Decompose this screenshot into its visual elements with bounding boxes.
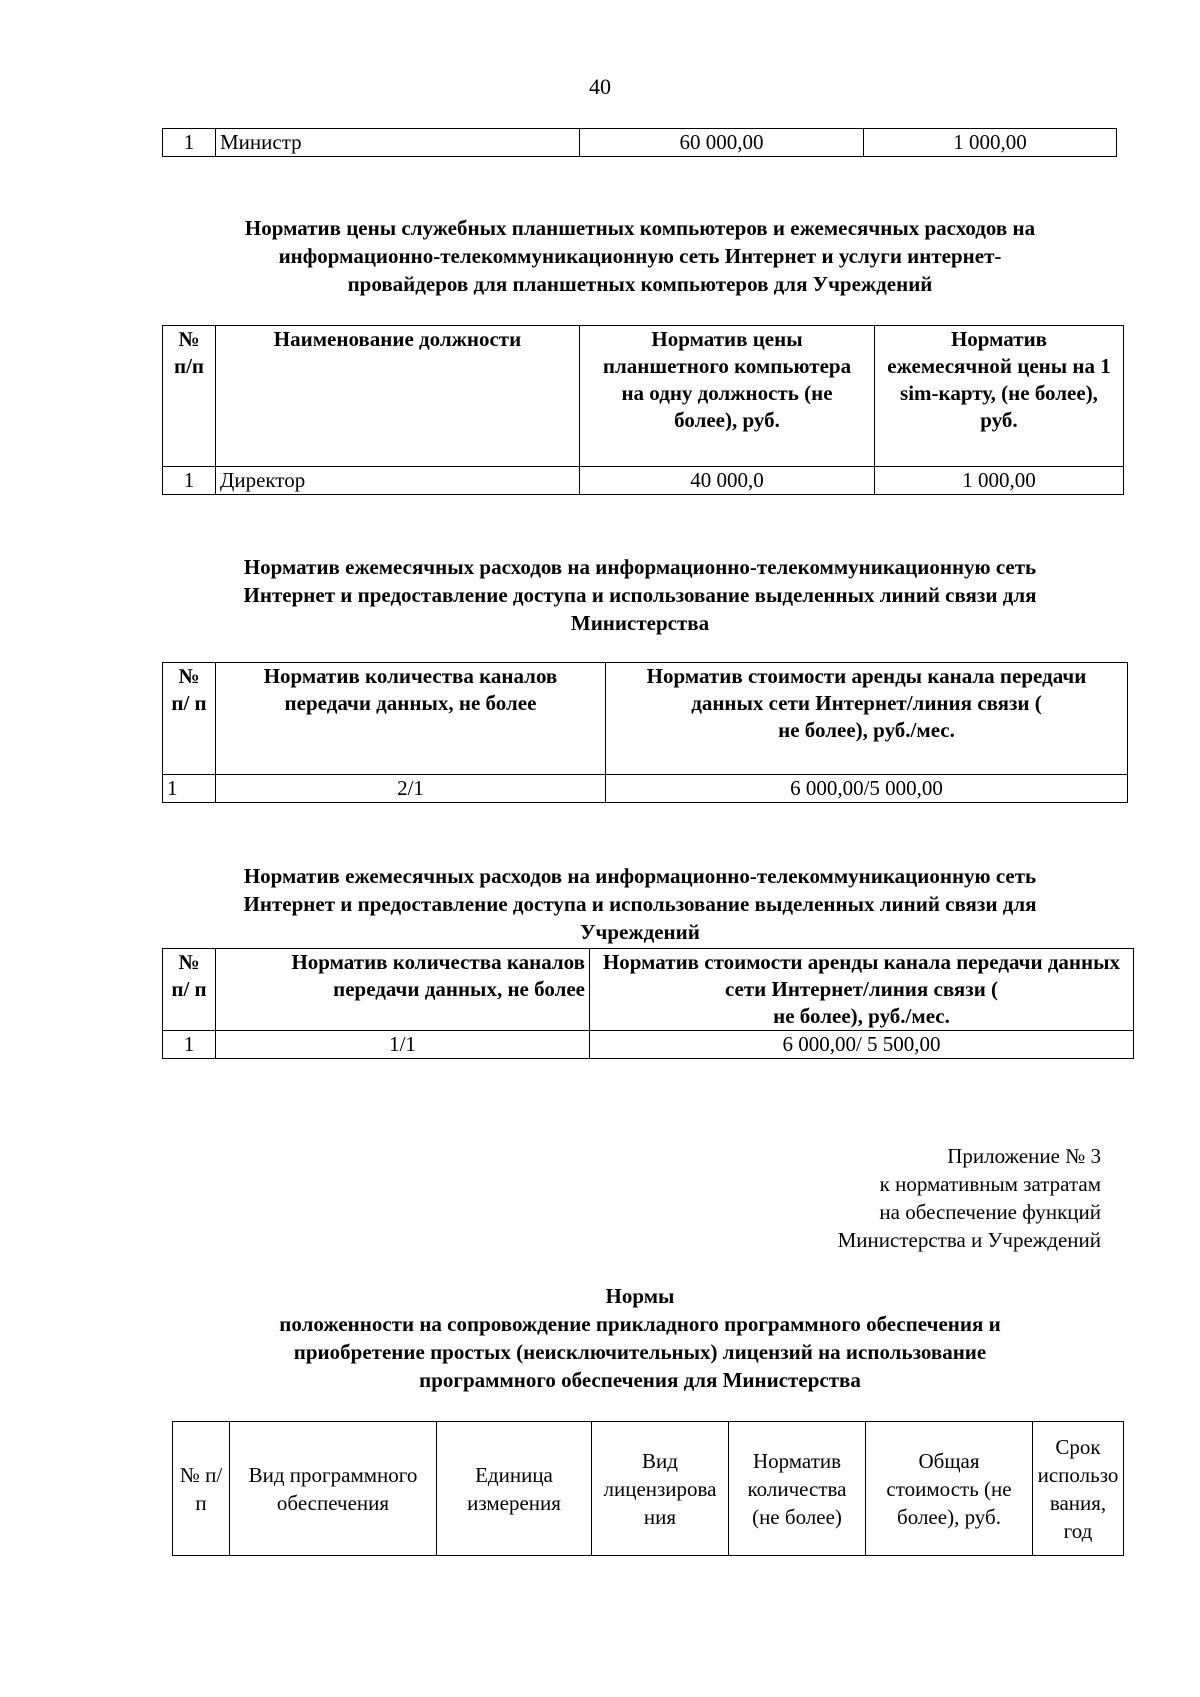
table-cell: 2/1 xyxy=(216,775,606,803)
ministry-channels-table xyxy=(162,662,1128,803)
heading-line: Нормы xyxy=(605,1284,675,1308)
section-heading xyxy=(160,862,1120,946)
table-cell: 6 000,00/ 5 500,00 xyxy=(590,1031,1134,1059)
heading-line: Учреждений xyxy=(580,920,700,944)
header-line: Норматив стоимости аренды канала передачи данных сети Интернет/линия связи ( xyxy=(602,950,1121,1001)
table-cell: 1 000,00 xyxy=(864,129,1117,157)
heading-line: Интернет и предоставление доступа и использование выделенных линий связи для xyxy=(243,892,1037,916)
heading-line: Норматив цены служебных планшетных компьютеров и ежемесячных расходов на xyxy=(244,216,1036,240)
section-heading xyxy=(160,553,1120,637)
heading-line: приобретение простых (неисключительных) лицензий на использование xyxy=(293,1340,987,1364)
header-cell: Вид программного обеспечения xyxy=(230,1422,437,1556)
table-cell: 6 000,00/5 000,00 xyxy=(606,775,1128,803)
header-line: не более), руб./мес. xyxy=(773,1004,950,1028)
table-cell: 40 000,0 xyxy=(580,467,875,495)
table-row xyxy=(163,775,1128,803)
table-cell: 1 xyxy=(163,775,216,803)
header-cell: Вид лицензирова ния xyxy=(592,1422,729,1556)
header-cell: Наименование должности xyxy=(216,326,580,467)
header-cell: Норматив количества (не более) xyxy=(729,1422,866,1556)
annex-line: Приложение № 3 xyxy=(947,1144,1101,1168)
header-line: Норматив стоимости аренды канала передачи данных сети Интернет/линия связи ( xyxy=(646,664,1087,715)
heading-line: информационно-телекоммуникационную сеть Интернет и услуги интернет- xyxy=(278,244,1002,268)
continuation-table xyxy=(162,128,1117,157)
table-cell: 1 xyxy=(163,1031,216,1059)
institutions-channels-table xyxy=(162,948,1134,1059)
header-cell: Норматив количества каналов передачи данных, не более xyxy=(216,663,606,775)
header-cell xyxy=(590,949,1134,1031)
table-header-row xyxy=(163,326,1124,467)
annex-line: Министерства и Учреждений xyxy=(837,1228,1101,1252)
heading-line: положенности на сопровождение прикладного программного обеспечения и xyxy=(279,1312,1001,1336)
table-header-row xyxy=(163,663,1128,775)
table-row xyxy=(163,467,1124,495)
annex-line: к нормативным затратам xyxy=(879,1172,1101,1196)
header-cell: Общая стоимость (не более), руб. xyxy=(866,1422,1033,1556)
table-header-row xyxy=(173,1422,1124,1556)
heading-line: Министерства xyxy=(570,611,710,635)
heading-line: провайдеров для планшетных компьютеров для Учреждений xyxy=(347,272,933,296)
tablet-norms-table xyxy=(162,325,1124,495)
header-cell: № п/ п xyxy=(163,663,216,775)
heading-line: Норматив ежемесячных расходов на информационно-телекоммуникационную сеть xyxy=(243,864,1037,888)
table-cell: 1 xyxy=(163,129,216,157)
table-cell: Министр xyxy=(216,129,580,157)
table-cell: 1 xyxy=(163,467,216,495)
heading-line: Интернет и предоставление доступа и использование выделенных линий связи для xyxy=(243,583,1037,607)
header-cell: Единица измерения xyxy=(437,1422,592,1556)
table-cell: Директор xyxy=(216,467,580,495)
header-cell: Норматив ежемесячной цены на 1 sim-карту, (не более), руб. xyxy=(875,326,1124,467)
table-row xyxy=(163,1031,1134,1059)
heading-line: Норматив ежемесячных расходов на информационно-телекоммуникационную сеть xyxy=(243,555,1037,579)
page-number: 40 xyxy=(589,74,611,99)
annex-caption xyxy=(700,1142,1101,1254)
header-cell: № п/ п xyxy=(163,949,216,1031)
table-cell: 1 000,00 xyxy=(875,467,1124,495)
heading-line: программного обеспечения для Министерства xyxy=(419,1368,861,1392)
table-cell: 60 000,00 xyxy=(580,129,864,157)
annex-line: на обеспечение функций xyxy=(879,1200,1101,1224)
section-heading xyxy=(160,1282,1120,1394)
section-heading xyxy=(160,214,1120,298)
header-cell: № п/п xyxy=(173,1422,230,1556)
header-cell: Норматив цены планшетного компьютера на одну должность (не более), руб. xyxy=(580,326,875,467)
table-header-row xyxy=(163,949,1134,1031)
software-norms-table xyxy=(172,1421,1124,1556)
header-cell: № п/п xyxy=(163,326,216,467)
header-cell xyxy=(606,663,1128,775)
table-cell: 1/1 xyxy=(216,1031,590,1059)
header-line: не более), руб./мес. xyxy=(778,718,955,742)
header-cell: Срок использо вания, год xyxy=(1033,1422,1124,1556)
table-row xyxy=(163,129,1117,157)
header-cell: Норматив количества каналов передачи данных, не более xyxy=(216,949,590,1031)
